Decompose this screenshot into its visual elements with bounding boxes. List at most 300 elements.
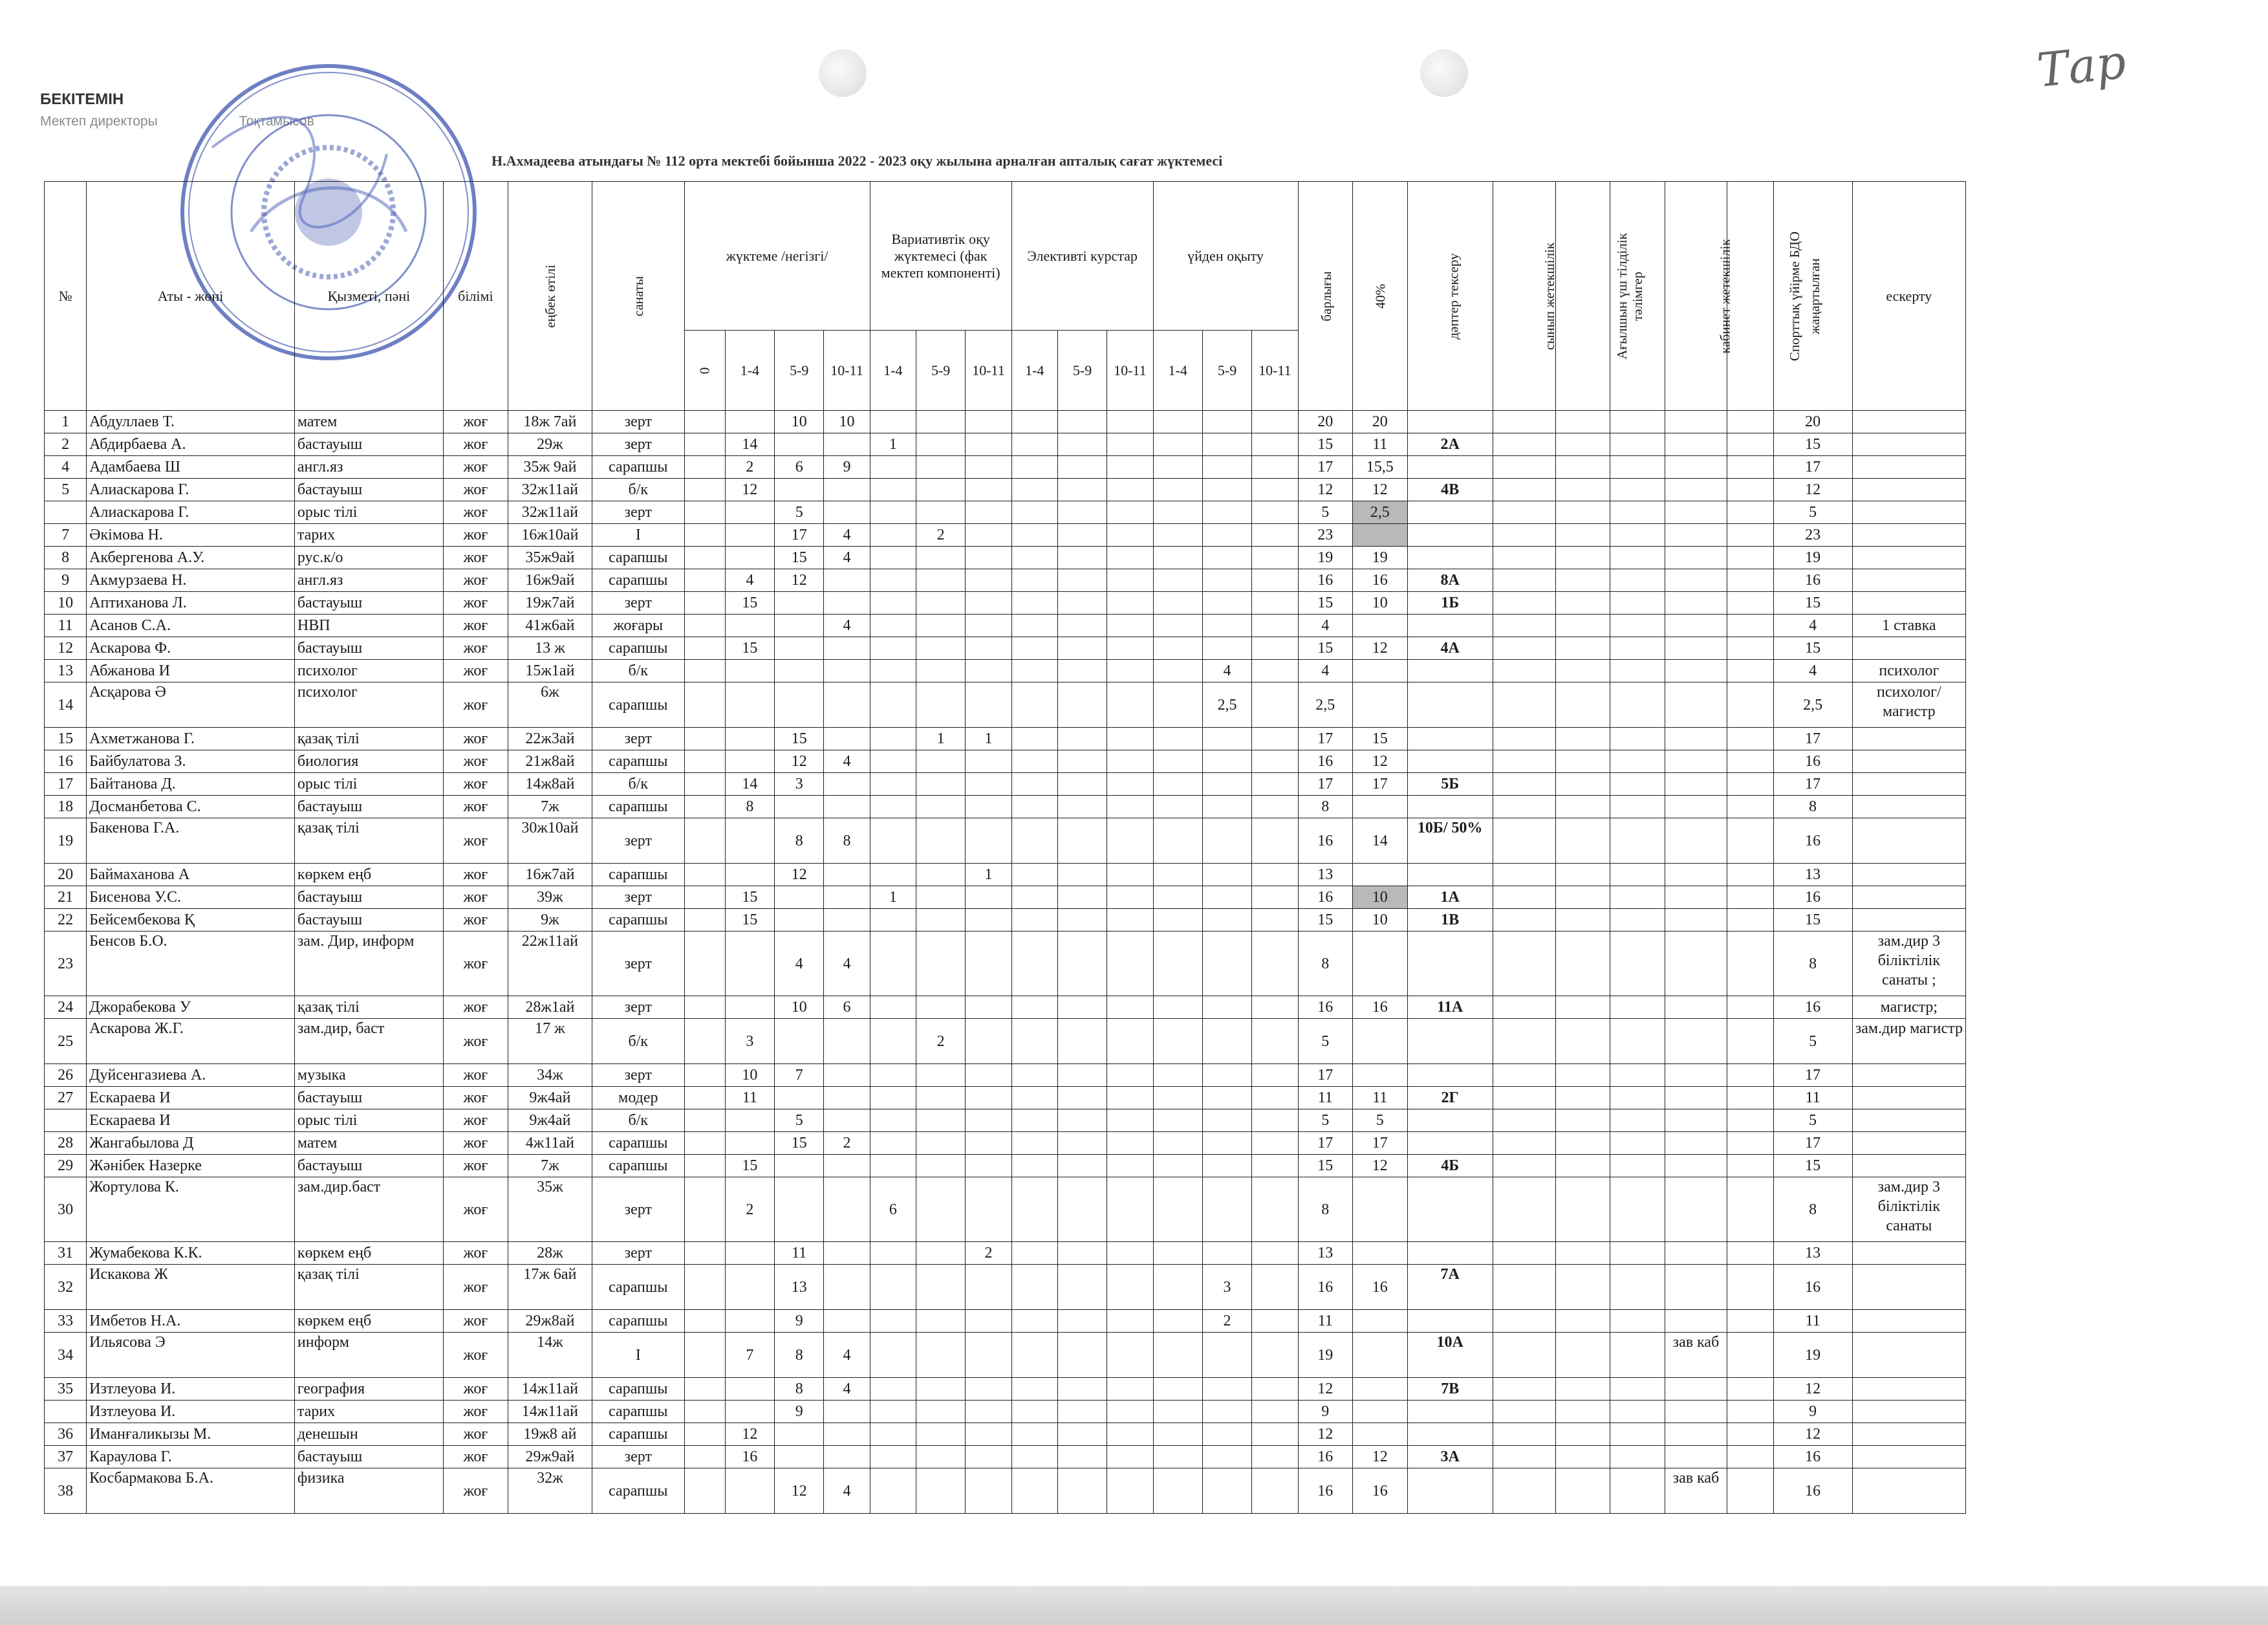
table-cell bbox=[1493, 1019, 1555, 1064]
table-cell bbox=[1610, 615, 1665, 637]
table-cell: 15 bbox=[1298, 637, 1353, 660]
table-cell: 20 bbox=[1773, 411, 1852, 433]
table-cell: б/к bbox=[592, 1109, 685, 1132]
table-cell: 2,5 bbox=[1202, 682, 1251, 728]
table-cell bbox=[1153, 1177, 1202, 1242]
table-cell bbox=[1057, 1468, 1107, 1514]
table-cell bbox=[824, 682, 870, 728]
table-cell bbox=[966, 524, 1011, 547]
table-cell: 5 bbox=[1353, 1109, 1408, 1132]
table-cell bbox=[1610, 909, 1665, 932]
table-cell: 2 bbox=[45, 433, 87, 456]
table-row bbox=[45, 750, 1966, 773]
table-cell: 16 bbox=[1298, 886, 1353, 909]
table-cell bbox=[870, 1423, 916, 1446]
table-cell bbox=[1610, 864, 1665, 886]
table-cell bbox=[725, 1401, 774, 1423]
col-home-study: үйден оқыту bbox=[1153, 182, 1298, 331]
table-cell bbox=[1665, 1378, 1727, 1401]
table-row bbox=[45, 1132, 1966, 1155]
table-cell bbox=[1011, 411, 1057, 433]
table-cell bbox=[1057, 682, 1107, 728]
table-cell bbox=[1252, 1155, 1298, 1177]
table-cell: 9 bbox=[45, 569, 87, 592]
table-cell bbox=[1555, 1401, 1610, 1423]
table-cell bbox=[916, 547, 965, 569]
table-cell: 5 bbox=[1773, 1019, 1852, 1064]
table-cell bbox=[1727, 569, 1773, 592]
table-cell bbox=[1727, 1265, 1773, 1310]
table-cell: Баймаханова А bbox=[87, 864, 295, 886]
table-cell bbox=[1852, 569, 1965, 592]
table-cell bbox=[1555, 615, 1610, 637]
table-cell: жоғ bbox=[443, 1177, 508, 1242]
table-cell bbox=[684, 796, 725, 818]
table-cell: 19 bbox=[1773, 547, 1852, 569]
table-cell bbox=[1202, 864, 1251, 886]
table-cell bbox=[1057, 592, 1107, 615]
table-cell bbox=[1107, 932, 1153, 996]
table-row bbox=[45, 1423, 1966, 1446]
table-cell bbox=[916, 660, 965, 682]
table-cell bbox=[1057, 433, 1107, 456]
table-cell bbox=[870, 796, 916, 818]
table-cell bbox=[870, 637, 916, 660]
table-cell bbox=[1610, 660, 1665, 682]
table-cell bbox=[775, 886, 824, 909]
table-cell bbox=[1493, 864, 1555, 886]
table-cell bbox=[870, 1155, 916, 1177]
table-cell: 9 bbox=[1298, 1401, 1353, 1423]
table-cell: Бейсембекова Қ bbox=[87, 909, 295, 932]
table-cell: 16 bbox=[1298, 1446, 1353, 1468]
table-cell bbox=[966, 818, 1011, 864]
table-cell bbox=[1610, 1155, 1665, 1177]
table-cell bbox=[684, 1446, 725, 1468]
table-cell bbox=[1727, 750, 1773, 773]
table-cell bbox=[1727, 773, 1773, 796]
table-cell: англ.яз bbox=[294, 456, 443, 479]
table-cell bbox=[684, 1333, 725, 1378]
table-cell: 9ж bbox=[508, 909, 592, 932]
table-cell: 21ж8ай bbox=[508, 750, 592, 773]
table-cell: 12 bbox=[1773, 1378, 1852, 1401]
table-cell: 16 bbox=[1773, 1446, 1852, 1468]
table-cell bbox=[1202, 637, 1251, 660]
table-cell: жоғ bbox=[443, 1087, 508, 1109]
table-cell: жоғ bbox=[443, 479, 508, 501]
table-cell bbox=[1852, 1333, 1965, 1378]
table-cell bbox=[1665, 637, 1727, 660]
table-cell bbox=[1555, 1132, 1610, 1155]
table-cell bbox=[1353, 1401, 1408, 1423]
table-cell bbox=[1493, 615, 1555, 637]
table-cell bbox=[684, 909, 725, 932]
table-cell bbox=[775, 592, 824, 615]
table-cell bbox=[916, 1087, 965, 1109]
table-cell bbox=[1107, 479, 1153, 501]
table-cell bbox=[1252, 996, 1298, 1019]
table-cell bbox=[824, 1155, 870, 1177]
table-cell bbox=[870, 660, 916, 682]
table-cell: 8 bbox=[1298, 796, 1353, 818]
table-cell bbox=[916, 501, 965, 524]
table-cell bbox=[966, 909, 1011, 932]
table-cell: 8 bbox=[824, 818, 870, 864]
table-row bbox=[45, 773, 1966, 796]
table-cell: Караулова Г. bbox=[87, 1446, 295, 1468]
table-cell bbox=[1555, 592, 1610, 615]
table-cell bbox=[1852, 773, 1965, 796]
table-row bbox=[45, 909, 1966, 932]
table-cell bbox=[916, 456, 965, 479]
table-cell bbox=[1555, 524, 1610, 547]
table-cell bbox=[684, 615, 725, 637]
table-cell: жоғ bbox=[443, 796, 508, 818]
table-cell bbox=[1107, 1064, 1153, 1087]
table-cell bbox=[1493, 750, 1555, 773]
table-cell bbox=[1153, 818, 1202, 864]
table-cell bbox=[1852, 1310, 1965, 1333]
table-row bbox=[45, 433, 1966, 456]
table-row bbox=[45, 660, 1966, 682]
table-cell bbox=[1555, 1109, 1610, 1132]
table-cell: сарапшы bbox=[592, 1265, 685, 1310]
table-cell bbox=[1727, 456, 1773, 479]
table-cell bbox=[1493, 886, 1555, 909]
table-cell bbox=[1610, 1064, 1665, 1087]
table-cell bbox=[1057, 1265, 1107, 1310]
table-cell bbox=[1555, 1423, 1610, 1446]
table-cell bbox=[966, 1155, 1011, 1177]
table-cell bbox=[1852, 796, 1965, 818]
table-cell: 16 bbox=[1353, 996, 1408, 1019]
table-cell bbox=[1610, 773, 1665, 796]
table-cell bbox=[1107, 1446, 1153, 1468]
table-cell bbox=[775, 433, 824, 456]
col-education: білімі bbox=[443, 182, 508, 411]
table-cell bbox=[1353, 682, 1408, 728]
table-cell bbox=[1153, 569, 1202, 592]
table-cell bbox=[1727, 1064, 1773, 1087]
table-cell bbox=[1665, 1242, 1727, 1265]
table-cell: жоғ bbox=[443, 932, 508, 996]
table-cell bbox=[1153, 1446, 1202, 1468]
table-cell: 2 bbox=[725, 1177, 774, 1242]
table-cell bbox=[1665, 932, 1727, 996]
table-cell bbox=[824, 1401, 870, 1423]
table-cell: жоғ bbox=[443, 1155, 508, 1177]
table-cell bbox=[1153, 682, 1202, 728]
table-cell: 17 bbox=[1773, 1064, 1852, 1087]
table-cell bbox=[966, 1423, 1011, 1446]
table-cell bbox=[1555, 864, 1610, 886]
table-cell bbox=[1665, 411, 1727, 433]
table-cell: қазақ тілі bbox=[294, 728, 443, 750]
table-cell bbox=[1610, 1423, 1665, 1446]
table-row bbox=[45, 592, 1966, 615]
table-cell bbox=[1852, 728, 1965, 750]
table-cell: 15 bbox=[1773, 637, 1852, 660]
table-cell: қазақ тілі bbox=[294, 996, 443, 1019]
table-cell: 5 bbox=[45, 479, 87, 501]
table-cell bbox=[1727, 1087, 1773, 1109]
table-cell bbox=[1011, 1155, 1057, 1177]
table-cell: модер bbox=[592, 1087, 685, 1109]
table-cell bbox=[966, 433, 1011, 456]
table-cell bbox=[684, 1242, 725, 1265]
table-cell: 14ж11ай bbox=[508, 1378, 592, 1401]
table-cell: 4 bbox=[1773, 660, 1852, 682]
table-cell bbox=[1407, 411, 1493, 433]
col-basic-load: жүктеме /негізгі/ bbox=[684, 182, 870, 331]
table-cell bbox=[775, 796, 824, 818]
table-cell bbox=[1493, 1087, 1555, 1109]
table-cell bbox=[1011, 1109, 1057, 1132]
punch-hole bbox=[1420, 49, 1468, 97]
table-cell bbox=[1493, 1177, 1555, 1242]
table-cell: 1 bbox=[966, 728, 1011, 750]
table-cell bbox=[824, 886, 870, 909]
table-cell: 1 bbox=[870, 886, 916, 909]
table-cell bbox=[775, 1177, 824, 1242]
table-cell bbox=[1153, 932, 1202, 996]
table-cell bbox=[1107, 637, 1153, 660]
table-cell bbox=[1153, 1423, 1202, 1446]
table-cell: 2,5 bbox=[1773, 682, 1852, 728]
table-cell bbox=[1610, 524, 1665, 547]
table-cell: 15 bbox=[1298, 592, 1353, 615]
table-cell bbox=[1202, 996, 1251, 1019]
col-sport: Спорттық үйірме БДО bbox=[1727, 182, 1773, 411]
table-cell bbox=[725, 1378, 774, 1401]
table-cell bbox=[1407, 456, 1493, 479]
table-cell bbox=[1493, 479, 1555, 501]
table-cell bbox=[1011, 750, 1057, 773]
table-cell: Ескараева И bbox=[87, 1109, 295, 1132]
table-cell bbox=[916, 433, 965, 456]
table-cell bbox=[1202, 1064, 1251, 1087]
table-cell bbox=[1727, 818, 1773, 864]
table-cell bbox=[1353, 1310, 1408, 1333]
table-cell bbox=[1252, 909, 1298, 932]
table-cell bbox=[1107, 1310, 1153, 1333]
table-cell: 15 bbox=[1773, 592, 1852, 615]
table-cell: 12 bbox=[725, 479, 774, 501]
sub-5-9: 5-9 bbox=[916, 331, 965, 411]
table-cell: 20 bbox=[1353, 411, 1408, 433]
table-cell bbox=[1727, 433, 1773, 456]
table-cell: 16 bbox=[1353, 1265, 1408, 1310]
table-cell bbox=[1407, 750, 1493, 773]
table-cell: 4 bbox=[824, 547, 870, 569]
table-cell: зерт bbox=[592, 411, 685, 433]
table-cell bbox=[916, 1155, 965, 1177]
table-cell: жоғ bbox=[443, 773, 508, 796]
table-cell bbox=[1252, 615, 1298, 637]
table-cell bbox=[1407, 524, 1493, 547]
director-title: Мектеп директоры bbox=[40, 114, 158, 129]
table-cell bbox=[1107, 1019, 1153, 1064]
table-cell: 20 bbox=[45, 864, 87, 886]
table-cell bbox=[1852, 637, 1965, 660]
table-cell: 16 bbox=[1353, 1468, 1408, 1514]
table-cell bbox=[1011, 1468, 1057, 1514]
table-cell bbox=[824, 796, 870, 818]
table-cell bbox=[1252, 524, 1298, 547]
table-cell: жоғ bbox=[443, 411, 508, 433]
table-cell: 16 bbox=[1773, 1468, 1852, 1514]
table-cell bbox=[1665, 524, 1727, 547]
table-cell bbox=[1727, 1401, 1773, 1423]
table-cell bbox=[824, 1423, 870, 1446]
table-cell: көркем еңб bbox=[294, 1242, 443, 1265]
table-cell: 19 bbox=[1298, 1333, 1353, 1378]
table-cell: жоғ bbox=[443, 1242, 508, 1265]
table-cell bbox=[684, 1132, 725, 1155]
table-cell bbox=[1493, 1242, 1555, 1265]
table-cell bbox=[916, 637, 965, 660]
table-cell: 14 bbox=[45, 682, 87, 728]
table-cell bbox=[1153, 1310, 1202, 1333]
table-cell bbox=[1493, 796, 1555, 818]
table-cell bbox=[1153, 1242, 1202, 1265]
table-cell bbox=[870, 1064, 916, 1087]
table-cell bbox=[1852, 1423, 1965, 1446]
table-cell bbox=[1107, 1468, 1153, 1514]
col-updated: жаңартылған bbox=[1773, 182, 1852, 411]
table-cell bbox=[966, 1333, 1011, 1378]
table-cell bbox=[1665, 864, 1727, 886]
table-cell: 4 bbox=[1298, 615, 1353, 637]
table-cell bbox=[1107, 796, 1153, 818]
table-cell: Аскарова Ф. bbox=[87, 637, 295, 660]
table-cell bbox=[1610, 1378, 1665, 1401]
table-cell bbox=[966, 1177, 1011, 1242]
table-cell: 10 bbox=[725, 1064, 774, 1087]
table-cell: 15 bbox=[725, 886, 774, 909]
table-cell: 32ж bbox=[508, 1468, 592, 1514]
table-cell bbox=[684, 1109, 725, 1132]
table-cell: жоғ bbox=[443, 909, 508, 932]
table-cell bbox=[1665, 1310, 1727, 1333]
table-cell: Акмурзаева Н. bbox=[87, 569, 295, 592]
table-cell bbox=[1057, 637, 1107, 660]
table-cell: 17 bbox=[1298, 456, 1353, 479]
table-cell: зам.дир 3 біліктілік санаты bbox=[1852, 1177, 1965, 1242]
table-cell bbox=[916, 479, 965, 501]
table-cell bbox=[1252, 1333, 1298, 1378]
table-cell bbox=[1555, 637, 1610, 660]
table-cell bbox=[1057, 479, 1107, 501]
table-cell bbox=[1057, 909, 1107, 932]
table-cell: 21 bbox=[45, 886, 87, 909]
table-cell bbox=[1011, 547, 1057, 569]
table-cell: Абдирбаева А. bbox=[87, 433, 295, 456]
table-cell: 4 bbox=[824, 1378, 870, 1401]
table-cell bbox=[1610, 682, 1665, 728]
table-cell bbox=[1353, 1177, 1408, 1242]
table-cell: жоғ bbox=[443, 1446, 508, 1468]
table-cell bbox=[1493, 818, 1555, 864]
table-cell bbox=[1153, 1064, 1202, 1087]
table-cell: сарапшы bbox=[592, 1310, 685, 1333]
table-cell bbox=[1852, 1132, 1965, 1155]
table-cell bbox=[824, 1019, 870, 1064]
table-cell: зерт bbox=[592, 1242, 685, 1265]
table-cell: 16ж7ай bbox=[508, 864, 592, 886]
table-cell bbox=[966, 637, 1011, 660]
table-cell: 12 bbox=[1773, 479, 1852, 501]
table-cell: зерт bbox=[592, 996, 685, 1019]
table-cell: жоғ bbox=[443, 1132, 508, 1155]
table-cell: сарапшы bbox=[592, 547, 685, 569]
table-cell: Ескараева И bbox=[87, 1087, 295, 1109]
table-cell bbox=[684, 750, 725, 773]
table-cell bbox=[1493, 433, 1555, 456]
table-cell bbox=[1202, 1177, 1251, 1242]
table-cell: 22ж3ай bbox=[508, 728, 592, 750]
table-cell: б/к bbox=[592, 1019, 685, 1064]
table-cell: 17 bbox=[1298, 728, 1353, 750]
table-cell: Байбулатова З. bbox=[87, 750, 295, 773]
table-cell: сарапшы bbox=[592, 637, 685, 660]
table-cell bbox=[1011, 932, 1057, 996]
table-cell bbox=[1665, 660, 1727, 682]
table-cell bbox=[1107, 411, 1153, 433]
table-cell: 2 bbox=[725, 456, 774, 479]
table-cell: 10 bbox=[775, 996, 824, 1019]
table-cell bbox=[870, 1265, 916, 1310]
table-cell bbox=[725, 501, 774, 524]
table-cell: орыс тілі bbox=[294, 1109, 443, 1132]
table-cell bbox=[966, 1132, 1011, 1155]
table-cell bbox=[1407, 501, 1493, 524]
table-cell bbox=[1555, 1242, 1610, 1265]
table-cell bbox=[1202, 501, 1251, 524]
table-cell bbox=[1202, 1333, 1251, 1378]
table-row bbox=[45, 411, 1966, 433]
table-cell bbox=[1057, 660, 1107, 682]
table-cell: 24 bbox=[45, 996, 87, 1019]
table-cell bbox=[775, 1446, 824, 1468]
table-cell bbox=[916, 592, 965, 615]
table-cell: 17ж 6ай bbox=[508, 1265, 592, 1310]
table-cell bbox=[1665, 547, 1727, 569]
table-cell bbox=[1727, 524, 1773, 547]
table-cell: б/к bbox=[592, 479, 685, 501]
table-cell: 11 bbox=[725, 1087, 774, 1109]
table-cell bbox=[1852, 411, 1965, 433]
table-cell bbox=[1407, 1310, 1493, 1333]
table-cell bbox=[1493, 637, 1555, 660]
table-cell bbox=[1252, 796, 1298, 818]
table-row bbox=[45, 932, 1966, 996]
table-cell bbox=[1252, 433, 1298, 456]
table-cell: сарапшы bbox=[592, 682, 685, 728]
sub-5-9: 5-9 bbox=[775, 331, 824, 411]
table-cell: 26 bbox=[45, 1064, 87, 1087]
table-cell bbox=[1555, 818, 1610, 864]
table-cell bbox=[725, 1468, 774, 1514]
table-cell bbox=[1353, 1242, 1408, 1265]
table-cell: 4 bbox=[824, 524, 870, 547]
table-cell bbox=[1057, 1155, 1107, 1177]
table-cell: Абжанова И bbox=[87, 660, 295, 682]
table-row bbox=[45, 569, 1966, 592]
table-cell: жоғ bbox=[443, 728, 508, 750]
table-cell bbox=[1011, 996, 1057, 1019]
